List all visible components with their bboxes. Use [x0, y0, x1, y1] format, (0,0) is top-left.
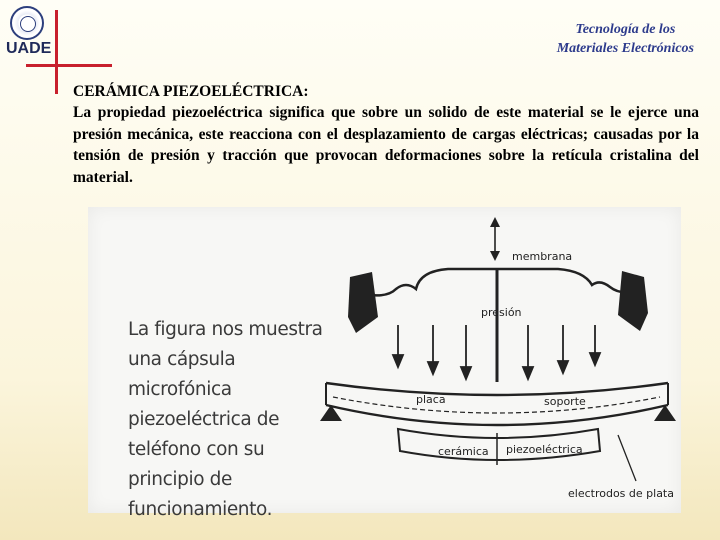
label-soporte: soporte — [544, 395, 586, 408]
piezo-diagram — [88, 207, 681, 513]
red-horizontal-rule — [26, 64, 112, 67]
right-clamp — [618, 271, 648, 331]
plate-top-edge — [326, 383, 668, 395]
membrane-line — [370, 269, 636, 295]
uade-logo — [4, 4, 52, 62]
arrow-down-head — [490, 251, 500, 261]
label-ceramica: cerámica — [438, 445, 489, 458]
arrow-up-head — [490, 217, 500, 227]
left-clamp — [348, 272, 378, 333]
red-vertical-rule — [55, 10, 58, 94]
piezo-figure — [88, 207, 681, 520]
label-placa: placa — [416, 393, 446, 406]
label-electrodos: electrodos de plata — [568, 487, 674, 500]
university-seal-icon — [10, 6, 44, 40]
plate-dashed-line — [333, 397, 660, 413]
plate-bottom-edge — [326, 405, 668, 425]
course-title — [557, 20, 694, 58]
body-paragraph: La propiedad piezoeléctrica significa que sobre un solido de este material se le ejerce una presión mecánica, este reacciona con el desplazamiento de cargas eléctricas; causadas por la tensión de presión y tracción que provocan deformaciones sobre la retícula cristalina del material. — [73, 104, 699, 186]
logo-text: UADE — [6, 40, 52, 57]
label-piezoelectrica: piezoeléctrica — [506, 443, 583, 456]
course-title-line1: Tecnología de los — [575, 22, 676, 37]
label-membrana: membrana — [512, 250, 573, 263]
course-title-line2: Materiales Electrónicos — [556, 41, 694, 56]
electrode-leader-line — [618, 435, 636, 481]
section-title: CERÁMICA PIEZOELÉCTRICA: — [73, 83, 309, 100]
label-presion: presión — [481, 306, 522, 319]
figure-caption: La figura nos muestra una cápsula microfónica piezoeléctrica de teléfono con su principio de funcionamiento. — [128, 319, 323, 520]
